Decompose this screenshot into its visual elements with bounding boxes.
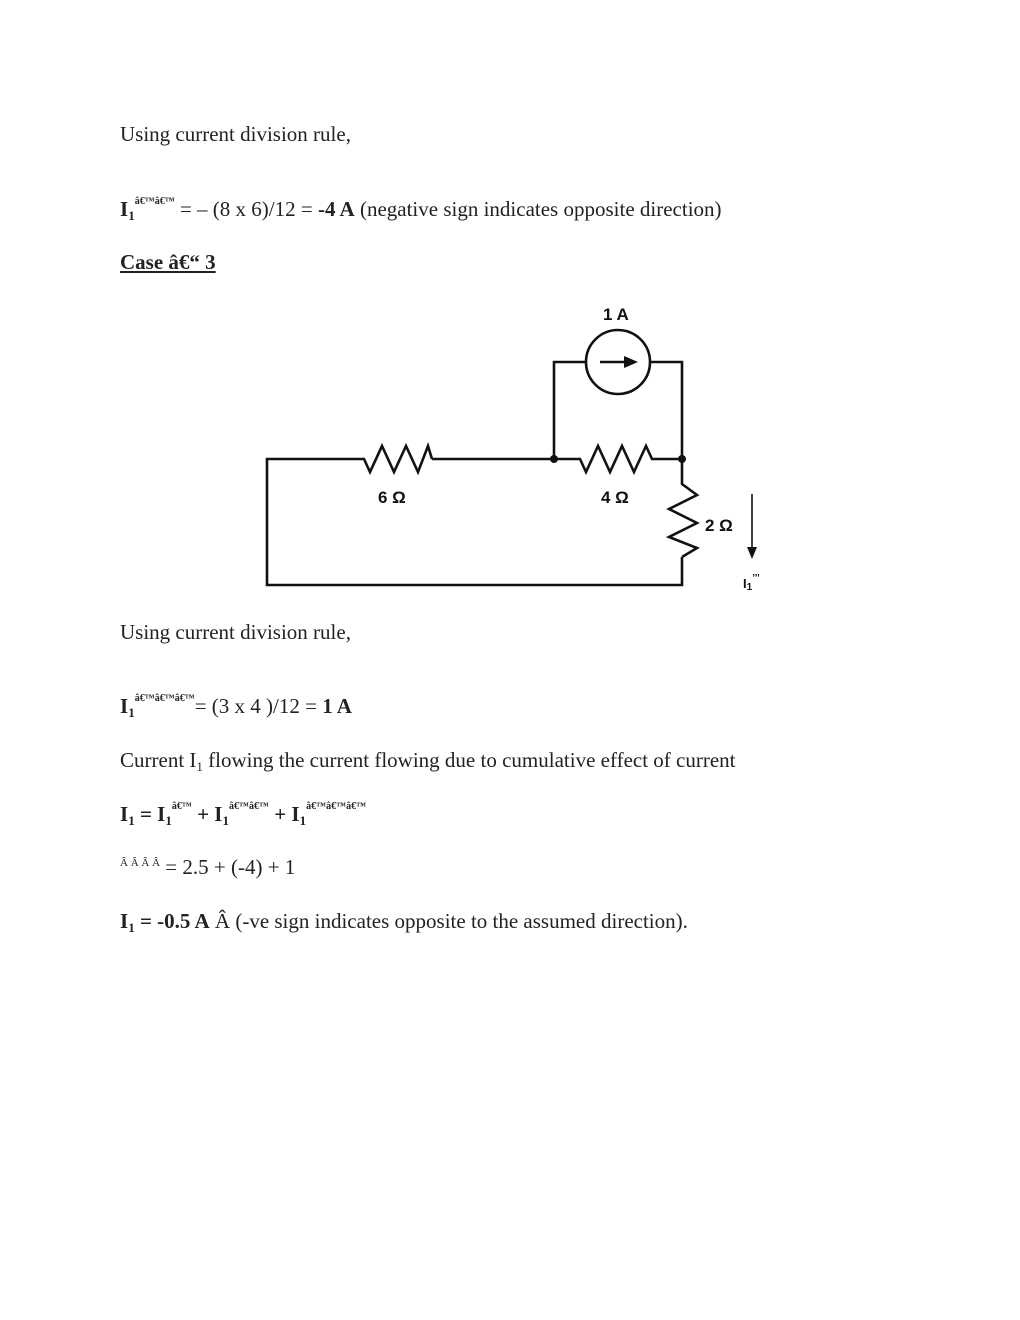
resistor-2-ohm [669,459,697,557]
final-symbol: I [120,909,129,933]
cumulative-text [120,748,736,774]
numeric-expression: = 2.5 + (-4) + 1 [160,855,296,879]
sum-lhs: I [120,802,129,826]
term2-sup: â€™â€™ [228,801,269,812]
equation-expression: = (3 x 4 )/12 = [194,694,323,718]
current-superscript: â€™â€™ [134,196,175,207]
case-heading-text: Case â€“ 3 [120,250,216,274]
source-arrow-icon [624,356,638,368]
term2-sub: 1 [222,813,229,828]
equation-note: (negative sign indicates opposite direction) [354,197,722,221]
encoding-artifacts: Â Â Â Â [120,857,161,869]
source-label: 1 A [603,305,629,324]
current-symbol: I [120,694,129,718]
term3-sup: â€™â€™â€™ [306,801,367,812]
plus-1: + I [191,802,223,826]
sum-lhs-sub: 1 [128,813,135,828]
equation-case3 [120,693,352,720]
resistor-6-ohm [358,446,432,472]
intro-text-1-content: Using current division rule, [120,122,351,146]
term1-sup: â€™ [171,801,192,812]
plus-2: + I [268,802,300,826]
resistor-6-label: 6 Ω [378,488,406,507]
equation-result: 1 A [322,694,352,718]
current-subscript: 1 [128,705,135,720]
resistor-2-label: 2 Ω [705,516,733,535]
node-right [678,455,686,463]
term3-sub: 1 [299,813,307,828]
equation-expression: = – (8 x 6)/12 = [174,197,318,221]
resistor-4-ohm [554,446,682,472]
current-symbol: I [120,197,129,221]
final-value: = -0.5 A [134,909,210,933]
wire-left-bottom [267,459,682,585]
intro-text-2-content: Using current division rule, [120,620,351,644]
equation-result: -4 A [317,197,355,221]
cumulative-prefix: Current I [120,748,197,772]
resistor-4-label: 4 Ω [601,488,629,507]
final-subscript: 1 [128,920,135,935]
node-left [550,455,558,463]
circuit-diagram [0,0,1020,620]
sum-equation [120,801,367,828]
sum-eq: = I [134,802,166,826]
intro-text-2 [120,622,351,643]
final-note: (-ve sign indicates opposite to the assumed direction). [230,909,688,933]
encoding-artifact: Â [209,909,231,933]
current-superscript: â€™â€™â€™ [134,693,195,704]
numeric-sum [120,857,295,878]
current-arrow-icon [747,547,757,559]
term1-sub: 1 [165,813,172,828]
cumulative-subscript: 1 [196,759,203,774]
current-subscript: 1 [128,208,135,223]
cumulative-suffix: flowing the current flowing due to cumulative effect of current [202,748,736,772]
wire-source-left [554,362,586,459]
final-result [120,909,688,935]
current-label: I1’’’ [743,573,760,593]
wire-source-right [650,362,682,459]
